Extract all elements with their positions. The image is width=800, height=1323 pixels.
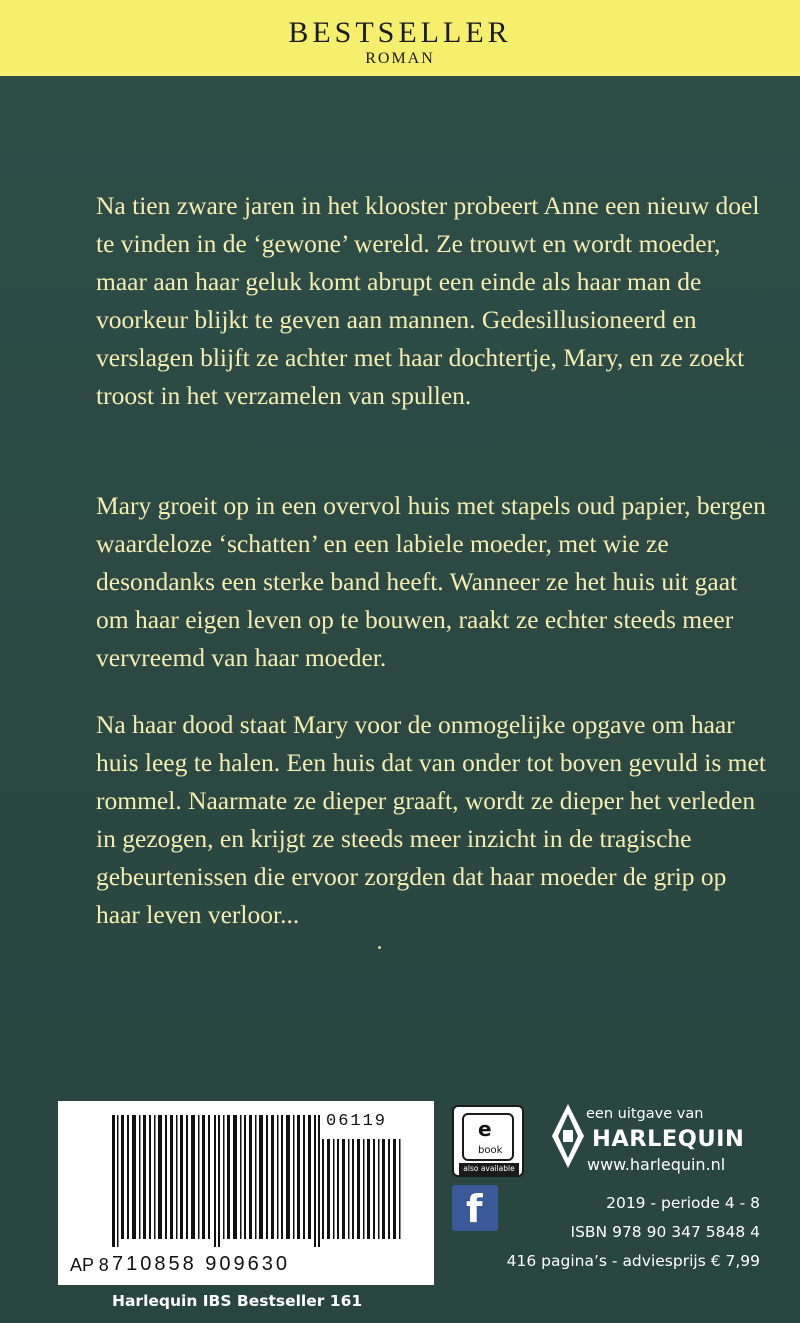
ebook-word: book — [478, 1145, 503, 1156]
ebook-letter: e — [478, 1117, 492, 1141]
pages-price-info: 416 pagina’s - adviesprijs € 7,99 — [506, 1252, 760, 1270]
publisher-label: een uitgave van — [586, 1106, 704, 1122]
harlequin-diamond-icon — [552, 1104, 584, 1168]
barcode-addon-code: 06119 — [326, 1112, 388, 1131]
blurb-paragraph-3: Na haar dood staat Mary voor de onmogelijke opgave om haar huis leeg te halen. Een huis dat van onder tot boven gevuld is met rommel. Naarmate ze dieper graaft, wordt ze dieper het verleden in gezogen, en krijgt ze steeds meer inzicht in de tragische gebeurtenissen die ervoor zorgden dat haar moeder de grip op haar leven verloor... — [96, 710, 766, 929]
banner-subtitle: ROMAN — [365, 50, 435, 67]
barcode-prefix: AP 8 — [70, 1255, 109, 1275]
blurb-paragraph-1: Na tien zware jaren in het klooster probeert Anne een nieuw doel te vinden in de ‘gewone’ wereld. Ze trouwt en wordt moeder, maar aan haar geluk komt abrupt een einde als haar man de voorkeur blijkt te geven aan mannen. Gedesillusioneerd en verslagen blijft ze achter met haar dochtertje, Mary, en ze zoekt troost in het verzamelen van spullen. — [96, 191, 760, 410]
decorative-dot — [378, 946, 381, 949]
publisher-logo-text: HARLEQUIN — [592, 1126, 745, 1152]
publisher-url: www.harlequin.nl — [587, 1155, 726, 1174]
isbn-info: ISBN 978 90 347 5848 4 — [570, 1223, 760, 1241]
bestseller-banner — [0, 0, 800, 76]
ebook-available-label: also available — [459, 1163, 519, 1175]
blurb-paragraph-2: Mary groeit op in een overvol huis met stapels oud papier, bergen waardeloze ‘schatten’ en een labiele moeder, met wie ze desondanks een sterke band heeft. Wanneer ze het huis uit gaat om haar eigen leven op te bouwen, raakt ze echter steeds meer vervreemd van haar moeder. — [96, 491, 766, 672]
ebook-icon — [452, 1105, 524, 1177]
banner-title: BESTSELLER — [288, 16, 512, 49]
facebook-icon — [452, 1185, 498, 1231]
facebook-letter: f — [466, 1187, 483, 1231]
barcode-digits: 710858 909630 — [112, 1253, 291, 1275]
series-label: Harlequin IBS Bestseller 161 — [112, 1292, 363, 1310]
period-info: 2019 - periode 4 - 8 — [606, 1194, 760, 1212]
